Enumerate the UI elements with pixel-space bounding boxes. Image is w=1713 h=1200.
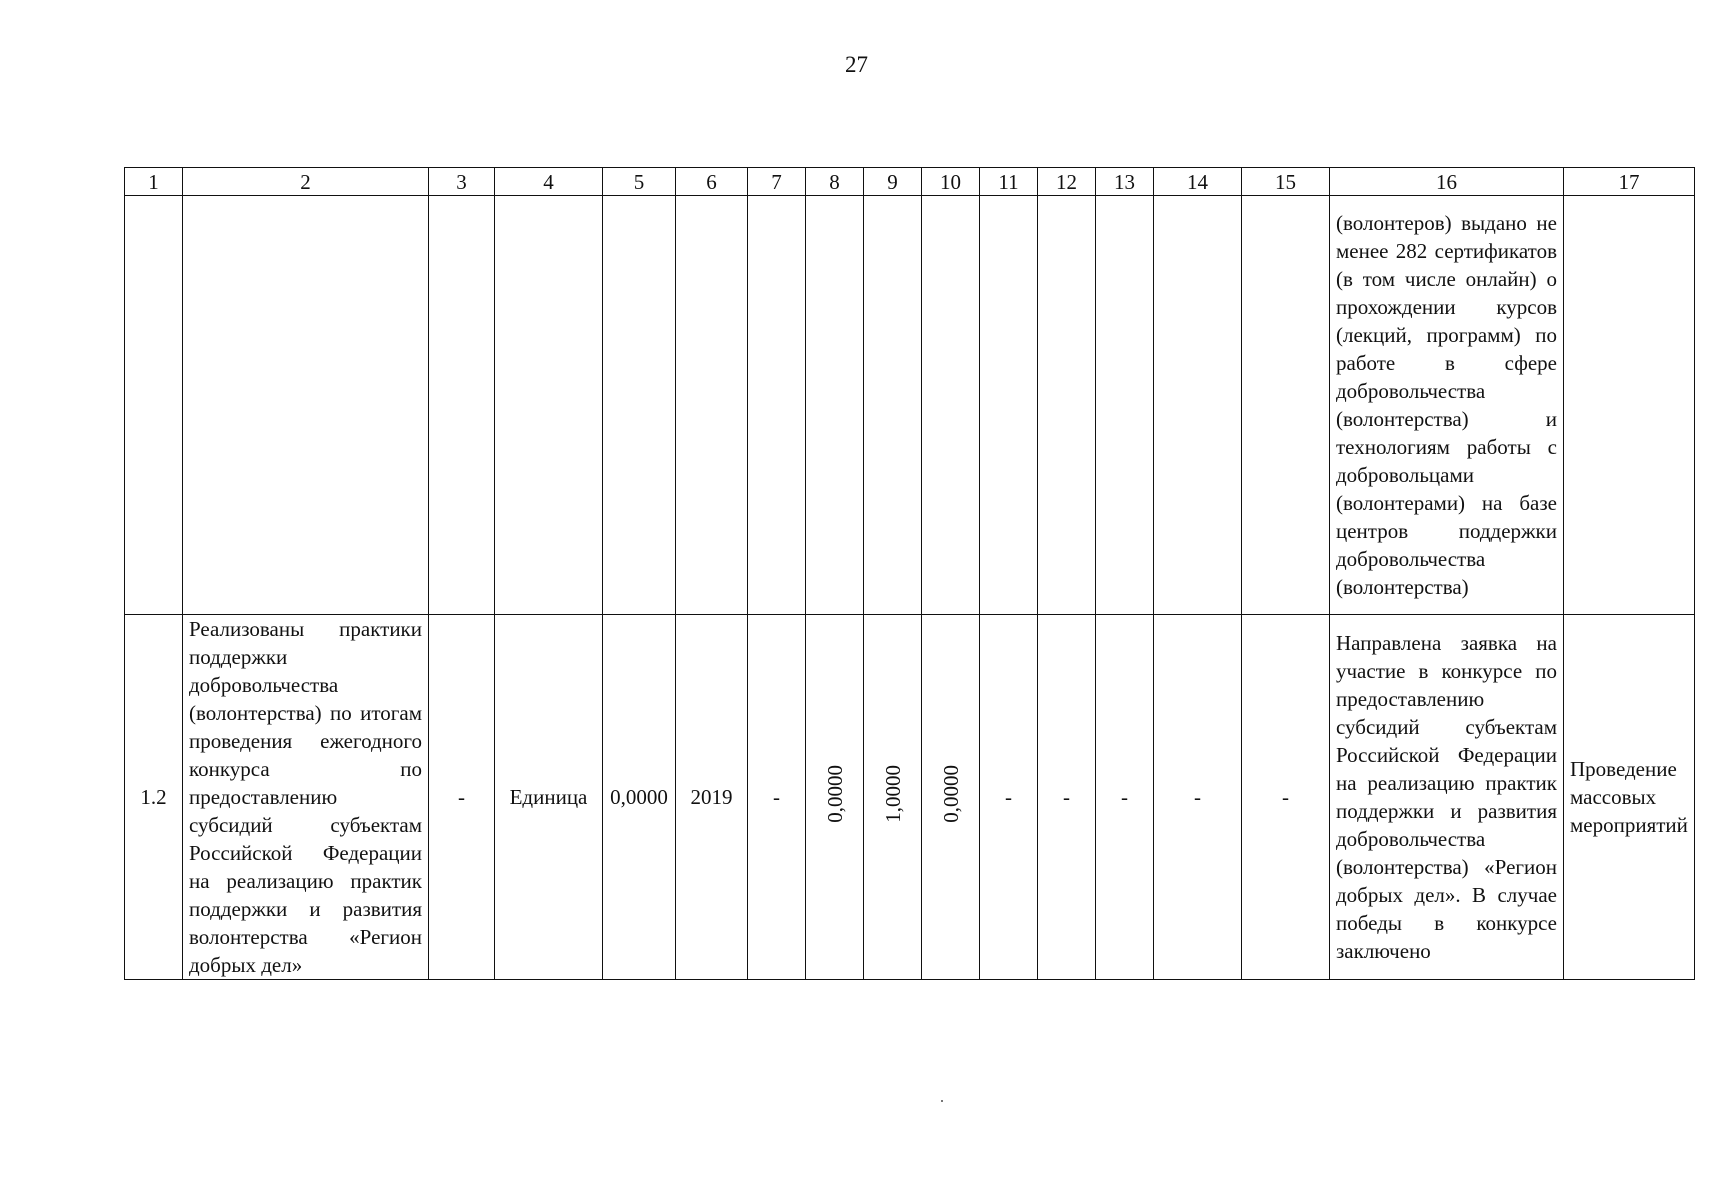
- table-cell: [1154, 196, 1242, 615]
- table-cell: [980, 196, 1038, 615]
- table-cell: [183, 196, 429, 615]
- table-cell: -: [1038, 615, 1096, 980]
- column-number: 8: [806, 168, 864, 196]
- row-number-cell: 1.2: [125, 615, 183, 980]
- value-cell-col10: [922, 615, 980, 980]
- rotated-value: 0,0000: [938, 764, 963, 823]
- rotated-value: 1,0000: [880, 764, 905, 823]
- indicators-table: [124, 167, 1695, 980]
- value-cell-col8: [806, 615, 864, 980]
- table-cell: [125, 196, 183, 615]
- column-number: 17: [1564, 168, 1695, 196]
- value-cell-col9: [864, 615, 922, 980]
- table-cell: [429, 196, 495, 615]
- result-name-cell: Реализованы практики поддержки добровольчества (волонтерства) по итогам проведения ежегодного конкурса по предоставлению субсидий субъектам Российской Федерации на реализацию практик поддержки и развития волонтерства «Регион добрых дел»: [183, 615, 429, 980]
- column-number: 5: [603, 168, 676, 196]
- column-number: 12: [1038, 168, 1096, 196]
- rotated-value: 0,0000: [822, 764, 847, 823]
- column-number: 2: [183, 168, 429, 196]
- column-number: 14: [1154, 168, 1242, 196]
- table-cell: -: [1242, 615, 1330, 980]
- column-number: 13: [1096, 168, 1154, 196]
- table-cell: [603, 196, 676, 615]
- table-cell: -: [1096, 615, 1154, 980]
- table-cell: [1038, 196, 1096, 615]
- base-value-cell: 0,0000: [603, 615, 676, 980]
- table-row-1-2: [125, 615, 1695, 980]
- table-cell: [806, 196, 864, 615]
- column-number: 9: [864, 168, 922, 196]
- column-number: 11: [980, 168, 1038, 196]
- table-cell: -: [748, 615, 806, 980]
- table-row-continued: [125, 196, 1695, 615]
- table-cell: [1564, 196, 1695, 615]
- column-number: 3: [429, 168, 495, 196]
- result-type-cell: Проведение массовых мероприятий: [1564, 615, 1695, 980]
- column-number: 16: [1330, 168, 1564, 196]
- table-cell: [1242, 196, 1330, 615]
- result-description-cell: (волонтеров) выдано не менее 282 сертификатов (в том числе онлайн) о прохождении курсов (лекций, программ) по работе в сфере добровольчества (волонтерства) и технологиям работы с добровольцами (волонтерами) на базе центров поддержки добровольчества (волонтерства): [1330, 196, 1564, 615]
- page-number: 27: [845, 52, 868, 77]
- table-cell: [922, 196, 980, 615]
- column-number: 1: [125, 168, 183, 196]
- table-cell: [1096, 196, 1154, 615]
- column-number: 4: [495, 168, 603, 196]
- column-number: 7: [748, 168, 806, 196]
- unit-cell: Единица: [495, 615, 603, 980]
- column-number: 10: [922, 168, 980, 196]
- table-cell: -: [1154, 615, 1242, 980]
- scan-speck: [941, 1100, 943, 1102]
- table-cell: [495, 196, 603, 615]
- column-number: 6: [676, 168, 748, 196]
- column-number-row: [125, 168, 1695, 196]
- table-cell: [676, 196, 748, 615]
- table-cell: [748, 196, 806, 615]
- base-year-cell: 2019: [676, 615, 748, 980]
- table-cell: -: [980, 615, 1038, 980]
- column-number: 15: [1242, 168, 1330, 196]
- table-cell: [864, 196, 922, 615]
- table-cell: -: [429, 615, 495, 980]
- result-description-cell: Направлена заявка на участие в конкурсе по предоставлению субсидий субъектам Российской Федерации на реализацию практик поддержки и развития добровольчества (волонтерства) «Регион добрых дел». В случае победы в конкурсе заключено: [1330, 615, 1564, 980]
